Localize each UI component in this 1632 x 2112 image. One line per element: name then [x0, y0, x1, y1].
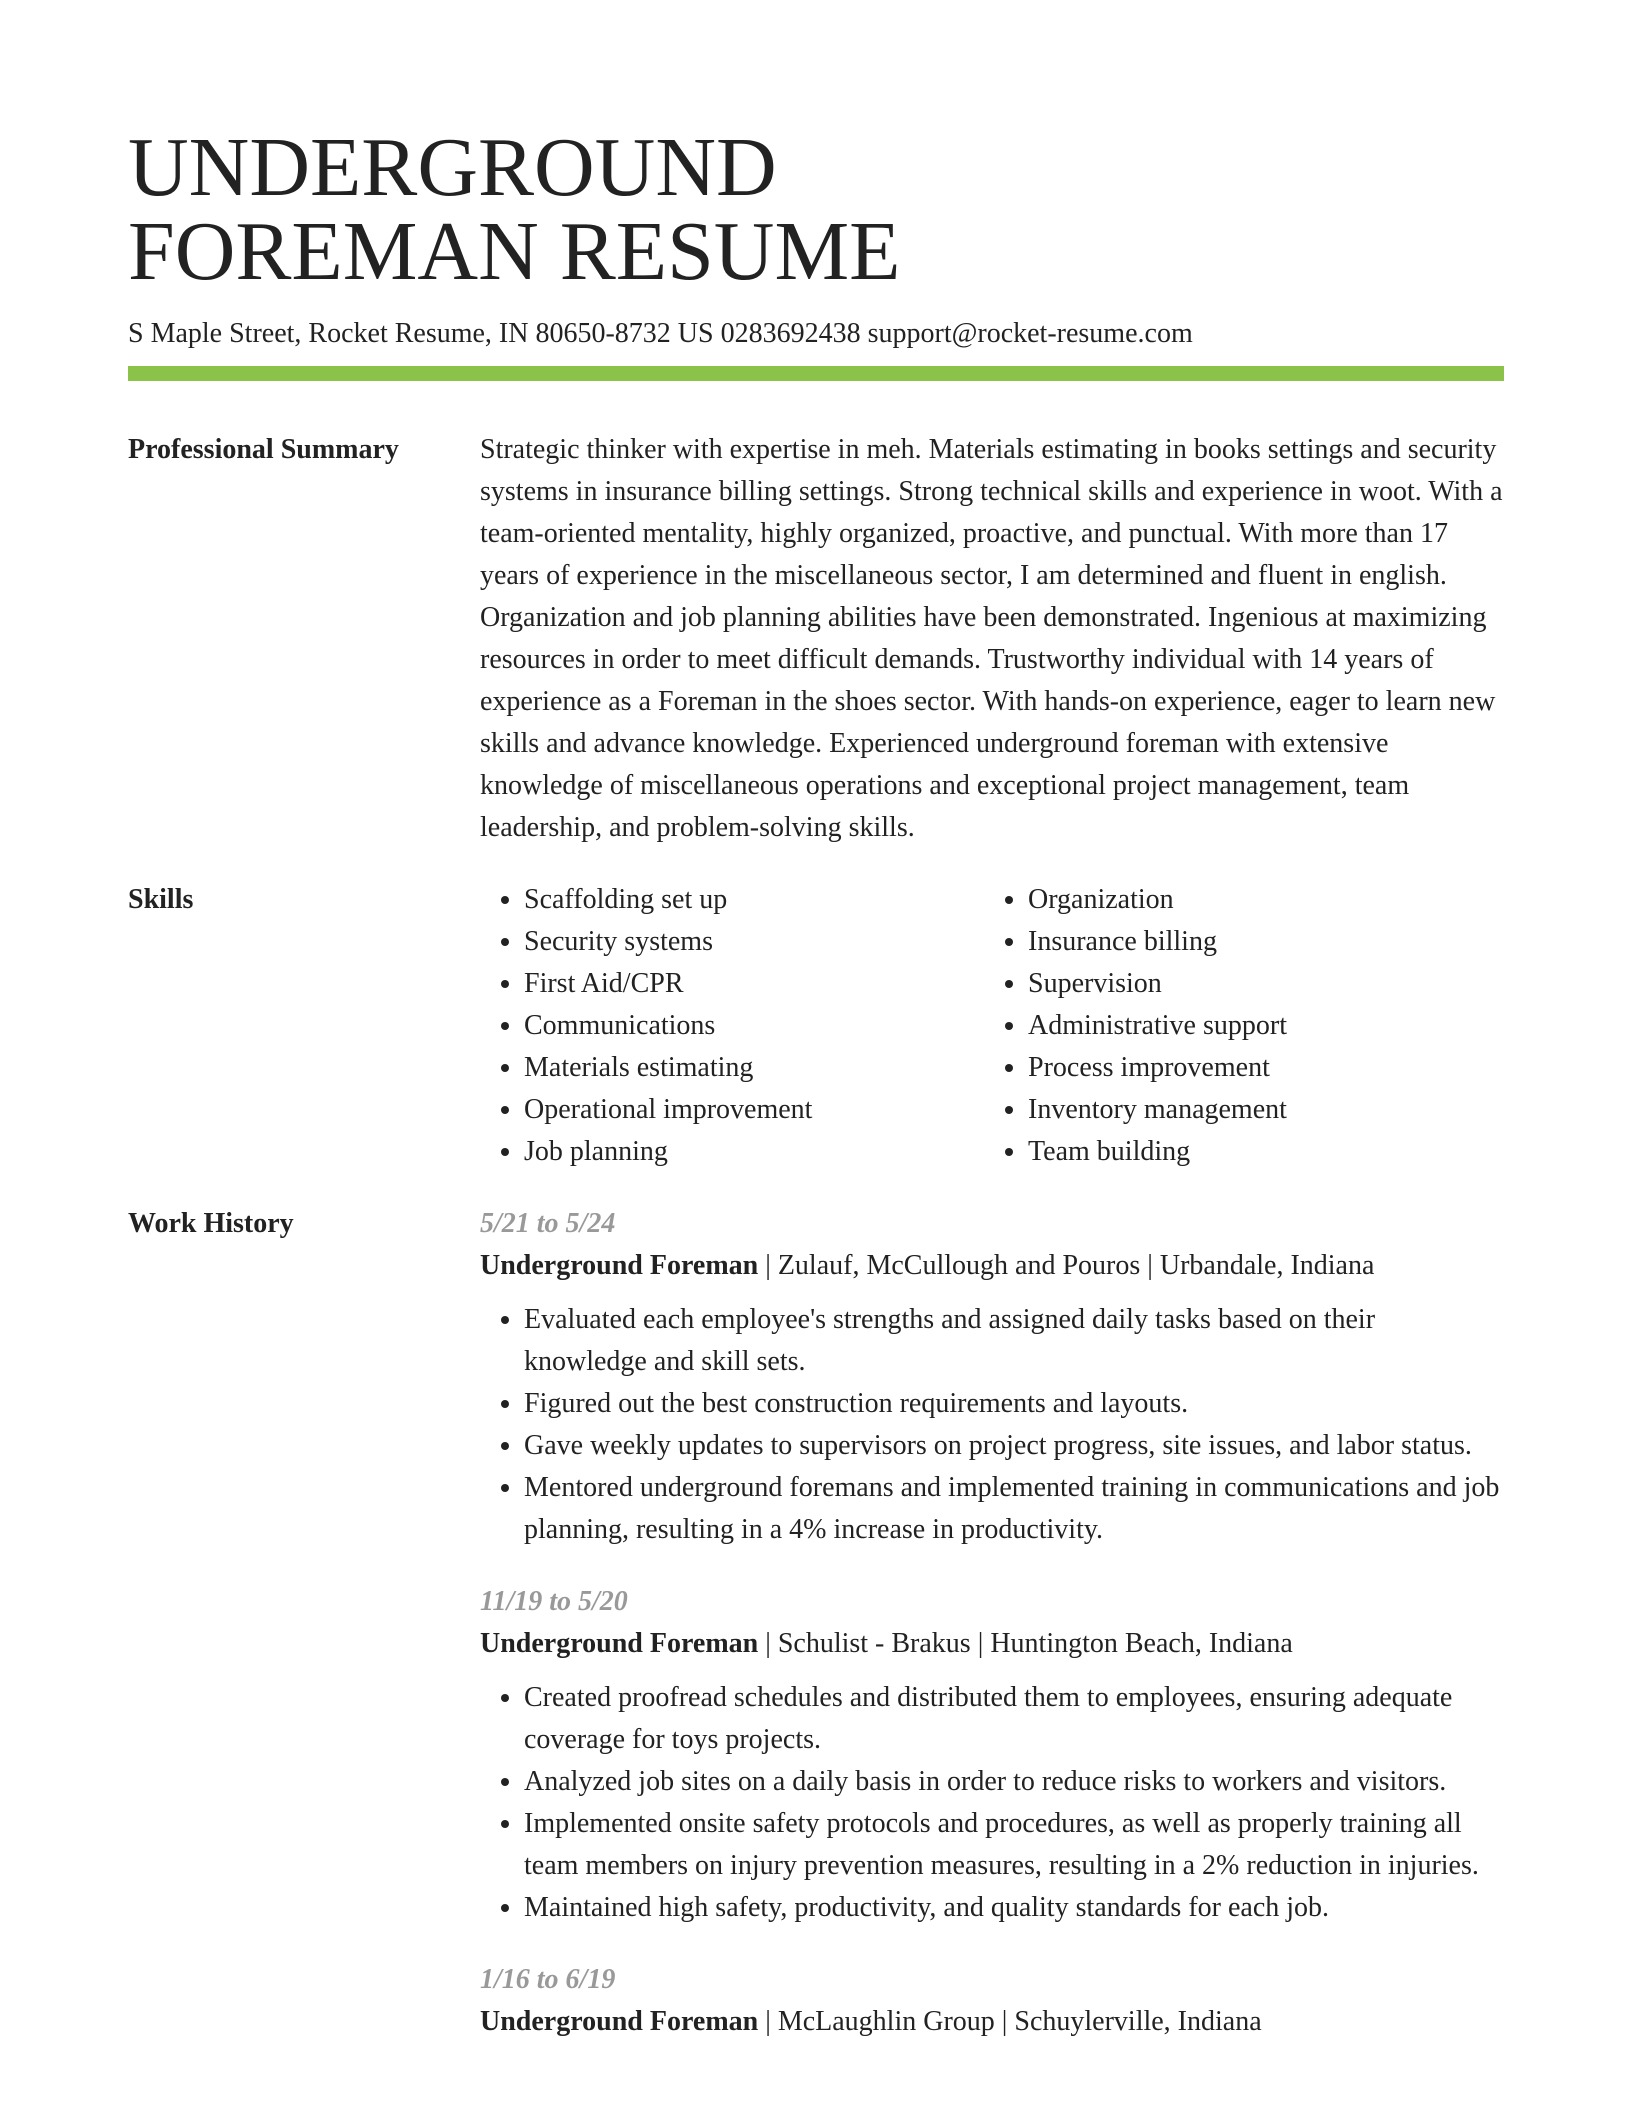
job-bullet: • Analyzed job sites on a daily basis in order to reduce risks to workers and visitors. [524, 1761, 1504, 1803]
summary-heading: Professional Summary [128, 434, 399, 465]
skill-item: • Materials estimating [524, 1047, 984, 1089]
job-employer-location: | Schulist - Brakus | Huntington Beach, Indiana [758, 1628, 1293, 1659]
job-bullet: • Maintained high safety, productivity, and quality standards for each job. [524, 1887, 1504, 1929]
job-role: Underground Foreman [480, 2006, 759, 2037]
title-line-2: FOREMAN RESUME [128, 205, 901, 298]
work-history-heading: Work History [128, 1208, 294, 1239]
summary-text: Strategic thinker with expertise in meh. Materials estimating in books settings and security systems in insurance billing settings. Strong technical skills and experience in woot. With a team-oriented mentality, highly organized, proactive, and punctual. With more than 17 years of experience in the miscellaneous sector, I am determined and fluent in english. Organization and job planning abilities have been demonstrated. Ingenious at maximizing resources in order to meet difficult demands. Trustworthy individual with 14 years of experience as a Foreman in the shoes sector. With hands-on experience, eager to learn new skills and advance knowledge. Experienced underground foreman with extensive knowledge of miscellaneous operations and exceptional project management, team leadership, and problem-solving skills. [480, 434, 1503, 843]
job-bullets [480, 1677, 1504, 1929]
job-role: Underground Foreman [480, 1250, 759, 1281]
skill-item: • Scaffolding set up [524, 879, 984, 921]
summary-section [128, 429, 1504, 849]
skills-list-left [480, 879, 984, 1173]
skill-item: • Operational improvement [524, 1089, 984, 1131]
contact-info: S Maple Street, Rocket Resume, IN 80650-8732 US 0283692438 support@rocket-resume.com [128, 318, 1193, 349]
skill-item: • Job planning [524, 1131, 984, 1173]
job-bullet: • Evaluated each employee's strengths and assigned daily tasks based on their knowledge and skill sets. [524, 1299, 1504, 1383]
skill-item: • Supervision [1028, 963, 1488, 1005]
skill-item: • Communications [524, 1005, 984, 1047]
work-history-section [128, 1203, 1504, 2043]
job-entry [480, 1959, 1504, 2043]
job-dates: 11/19 to 5/20 [480, 1586, 628, 1617]
skills-section [128, 879, 1504, 1173]
skills-list-right [984, 879, 1488, 1173]
job-entry [480, 1203, 1504, 1551]
skill-item: • Process improvement [1028, 1047, 1488, 1089]
skill-item: • First Aid/CPR [524, 963, 984, 1005]
job-bullet: • Figured out the best construction requirements and layouts. [524, 1383, 1504, 1425]
job-bullet: • Implemented onsite safety protocols and procedures, as well as properly training all team members on injury prevention measures, resulting in a 2% reduction in injuries. [524, 1803, 1504, 1887]
job-title-line [480, 1245, 1504, 1287]
resume-title [128, 0, 1504, 298]
job-bullets [480, 1299, 1504, 1551]
skills-heading: Skills [128, 884, 194, 915]
skill-item: • Inventory management [1028, 1089, 1488, 1131]
resume-page [128, 0, 1504, 2043]
job-entry [480, 1581, 1504, 1929]
skill-item: • Security systems [524, 921, 984, 963]
job-dates: 5/21 to 5/24 [480, 1208, 616, 1239]
accent-divider [128, 366, 1504, 381]
job-dates: 1/16 to 6/19 [480, 1964, 616, 1995]
skill-item: • Team building [1028, 1131, 1488, 1173]
job-title-line [480, 2001, 1504, 2043]
job-bullet: • Gave weekly updates to supervisors on project progress, site issues, and labor status. [524, 1425, 1504, 1467]
job-employer-location: | McLaughlin Group | Schuylerville, Indiana [758, 2006, 1262, 2037]
title-line-1: UNDERGROUND [128, 121, 777, 214]
job-employer-location: | Zulauf, McCullough and Pouros | Urbandale, Indiana [758, 1250, 1375, 1281]
skill-item: • Insurance billing [1028, 921, 1488, 963]
skill-item: • Administrative support [1028, 1005, 1488, 1047]
skill-item: • Organization [1028, 879, 1488, 921]
job-bullet: • Created proofread schedules and distributed them to employees, ensuring adequate coverage for toys projects. [524, 1677, 1504, 1761]
job-bullet: • Mentored underground foremans and implemented training in communications and job planning, resulting in a 4% increase in productivity. [524, 1467, 1504, 1551]
job-role: Underground Foreman [480, 1628, 759, 1659]
job-title-line [480, 1623, 1504, 1665]
